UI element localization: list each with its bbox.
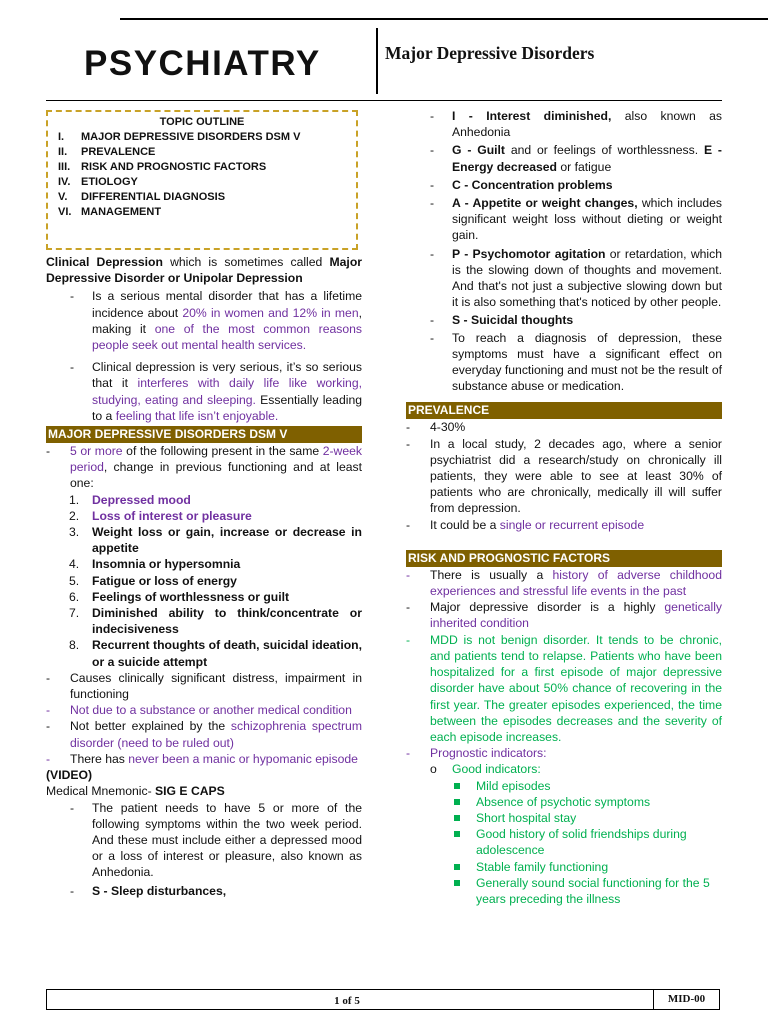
intro-paragraph: Clinical Depression which is sometimes called Major Depressive Disorder or Unipolar Depression (46, 255, 363, 286)
mnemonic-bullet: - A - Appetite or weight changes, which includes significant weight loss without dieting or weight gain. (430, 196, 722, 243)
header-subtitle: Major Depressive Disorders (385, 43, 595, 63)
page-footer (46, 989, 720, 1010)
list-item: 5. Fatigue or loss of energy (69, 573, 237, 588)
toc-item[interactable]: IV. ETIOLOGY (58, 176, 138, 188)
page-number: 1 of 5 (334, 995, 360, 1007)
section-heading-risk: RISK AND PROGNOSTIC FACTORS (406, 550, 722, 567)
list-item: Good history of solid friendships during adolescence (406, 826, 722, 858)
list-item: Stable family functioning (406, 859, 722, 875)
dsm-bullet: - 5 or more of the following present in the same 2-week period, change in previous functioning and at least one: (46, 444, 363, 491)
list-item: 4. Insomnia or hypersomnia (69, 557, 241, 572)
toc-item[interactable]: II. PREVALENCE (58, 146, 156, 158)
document-code: MID-00 (653, 990, 719, 1009)
dsm-bullet: - Not better explained by the schizophrenia spectrum disorder (need to be ruled out) (46, 719, 362, 750)
mnemonic-bullet: - The patient needs to have 5 or more of the following symptoms within the two week period. And these must include either a depressed mood or a loss of interest or pleasure, also known as Anhedonia. (70, 800, 362, 880)
list-item: 6. Feelings of worthlessness or guilt (69, 589, 290, 604)
header-top-rule (120, 18, 768, 20)
left-column (46, 110, 362, 899)
intro-bullet: - Clinical depression is very serious, it’s so serious that it interferes with daily life like working, studying, eating and sleeping. Essentially leading to a feeling that life isn’t enjoyable. (70, 360, 362, 423)
mnemonic-bullet: - C - Concentration problems (430, 177, 613, 192)
risk-bullet: - Prognostic indicators: (406, 746, 547, 761)
list-item: 3. Weight loss or gain, increase or decrease in appetite (69, 525, 362, 556)
dsm-bullet: - There has never been a manic or hypomanic episode (46, 751, 358, 766)
prevalence-bullet: - In a local study, 2 decades ago, where a senior psychiatrist did a research/study on chronically ill patients, they were able to see at least 30% of patients who are chronically, medically ill will suffer from depression. (406, 436, 722, 516)
list-item: 8. Recurrent thoughts of death, suicidal ideation, or a suicide attempt (69, 638, 362, 669)
header-bottom-rule (46, 100, 722, 101)
mnemonic-bullet: - P - Psychomotor agitation or retardation, which is the slowing down of thoughts and movement. And that's not just a subjective slowing down but it is also something that's noticed by other people. (430, 246, 722, 310)
header-title: PSYCHIATRY (84, 44, 321, 83)
mnemonic-label: Medical Mnemonic- SIG E CAPS (46, 784, 225, 799)
good-indicators-label: o Good indicators: (430, 762, 541, 777)
mnemonic-bullet: - S - Suicidal thoughts (430, 313, 574, 328)
list-item: Mild episodes (406, 778, 722, 794)
video-label: (VIDEO) (46, 768, 93, 783)
list-item: 7. Diminished ability to think/concentrate or indecisiveness (69, 606, 362, 637)
section-heading-dsm: MAJOR DEPRESSIVE DISORDERS DSM V (46, 426, 362, 443)
mnemonic-bullet: - I - Interest diminished, also known as Anhedonia (430, 109, 722, 140)
topic-outline-title: TOPIC OUTLINE (159, 116, 245, 128)
toc-item[interactable]: VI. MANAGEMENT (58, 206, 162, 218)
header-divider (376, 28, 378, 94)
risk-bullet: - Major depressive disorder is a highly genetically inherited condition (406, 600, 722, 631)
section-heading-prevalence: PREVALENCE (406, 402, 722, 419)
dsm-criteria-list (46, 492, 362, 670)
toc-item[interactable]: V. DIFFERENTIAL DIAGNOSIS (58, 191, 226, 203)
toc-item[interactable]: III. RISK AND PROGNOSTIC FACTORS (58, 161, 267, 173)
dsm-bullet: - Causes clinically significant distress, impairment in functioning (46, 670, 362, 702)
prevalence-bullet: - It could be a single or recurrent episode (406, 517, 645, 532)
toc-item[interactable]: I. MAJOR DEPRESSIVE DISORDERS DSM V (58, 131, 301, 143)
right-column (406, 108, 722, 907)
risk-bullet: - There is usually a history of adverse childhood experiences and stressful life events in the past (406, 567, 722, 599)
intro-bullet: - Is a serious mental disorder that has a lifetime incidence about 20% in women and 12% in men, making it one of the most common reasons people seek out mental health services. (70, 289, 362, 353)
dsm-bullet: - Not due to a substance or another medical condition (46, 703, 352, 718)
prevalence-bullet: - 4-30% (406, 420, 466, 435)
topic-outline-box (46, 110, 358, 250)
mnemonic-bullet: - To reach a diagnosis of depression, these symptoms must have a significant effect on everyday functioning and must not be the result of substance abuse or medication. (430, 330, 722, 394)
list-item: 2. Loss of interest or pleasure (69, 508, 252, 523)
mnemonic-bullet: - S - Sleep disturbances, (70, 883, 227, 898)
list-item: 1. Depressed mood (69, 492, 191, 507)
list-item: Short hospital stay (406, 810, 722, 826)
list-item: Generally sound social functioning for the 5 years preceding the illness (406, 875, 722, 907)
risk-bullet: - MDD is not benign disorder. It tends to be chronic, and patients tend to relapse. Patients who have been hospitalized for a first episode of major depressive disorder have about 50% chance of recovering in the first year. The greater episodes experienced, the time between the episodes decreases and the severity of each episode increases. (406, 632, 722, 744)
mnemonic-bullet: - G - Guilt and or feelings of worthlessness. E - Energy decreased or fatigue (430, 143, 722, 174)
list-item: Absence of psychotic symptoms (406, 794, 722, 810)
